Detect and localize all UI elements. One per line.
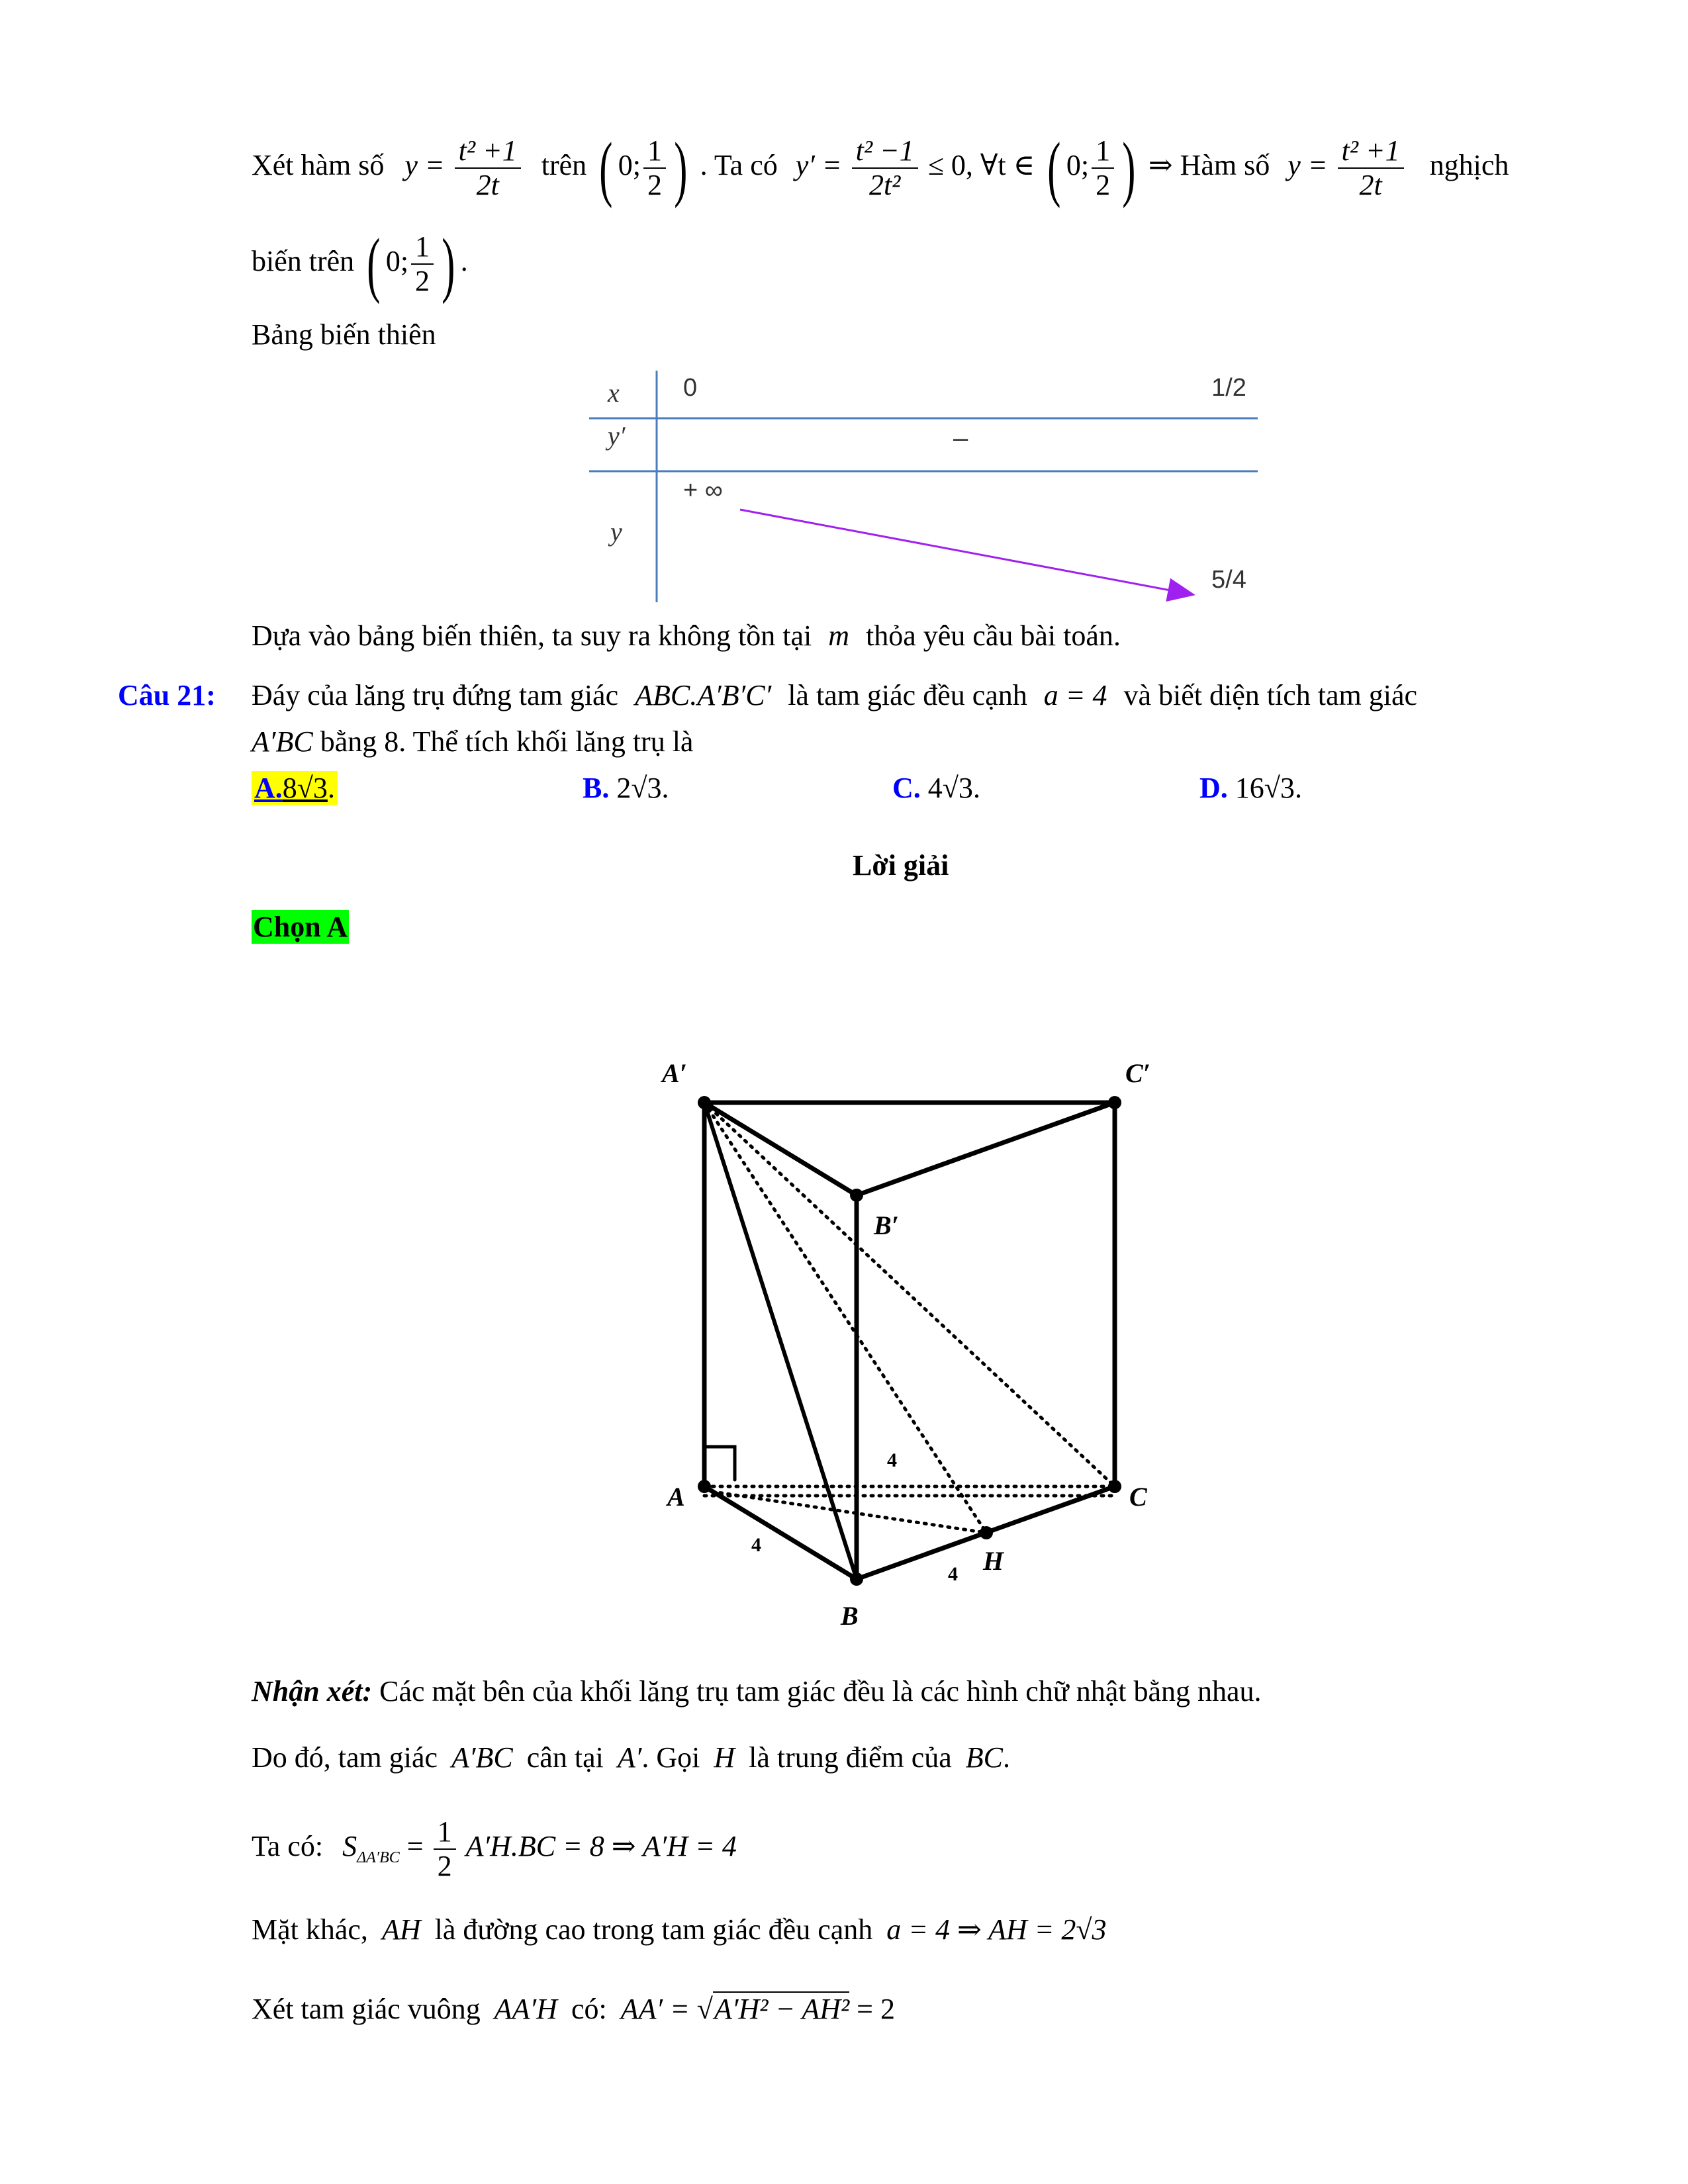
vertex-A [698,1480,711,1493]
label-A-prime: A′ [662,1058,687,1088]
table-y-label: y [610,517,622,547]
length-AB: 4 [751,1534,761,1556]
option-c-value: 4√3 [927,772,973,804]
area-symbol: S [342,1830,357,1862]
area-equation: A′H.BC = 8 ⇒ A′H = 4 [465,1830,737,1862]
taco-text: . Ta có [700,149,778,181]
length-AC: 4 [887,1449,897,1471]
triangle-name: A′BC [252,725,313,758]
vertex-C [1108,1480,1121,1493]
area-half-fraction: $\frac{1}{2}$ [434,1815,456,1883]
intro-text: Xét hàm số [252,149,385,181]
option-a[interactable]: A.8√3. [252,771,338,805]
prism-figure [635,1046,1178,1628]
option-c[interactable]: C. 4√3. [892,772,980,804]
on-text: trên [541,149,587,181]
altitude-line: Mặt khác, AH là đường cao trong tam giác đều cạnh a = 4 ⇒ AH = 2√3 [252,1913,1107,1946]
yprime-eq: y′ = [795,149,842,181]
option-d-label: D. [1199,772,1228,804]
label-H: H [983,1546,1004,1576]
question-line-2: A′BC bằng 8. Thể tích khối lăng trụ là [252,725,694,758]
y-eq: y = [404,149,445,181]
label-C: C [1129,1482,1147,1512]
conclusion-line: Dựa vào bảng biến thiên, ta suy ra không tồn tại m thỏa yêu cầu bài toán. [252,619,1121,652]
label-B-prime: B′ [874,1210,899,1240]
prism-name: ABC.A′B′C′ [635,679,772,711]
option-d-value: 16√3 [1235,772,1295,804]
table-y-start: + ∞ [683,477,723,504]
derivative-fraction: $\frac{\text{t² −1}}{\text{2t²}}$ [852,134,918,202]
half-fraction-3: $\frac{1}{2}$ [411,230,434,298]
edge-AB [704,1486,857,1579]
solution-title: Lời giải [853,849,949,882]
table-yprime-sign: – [953,424,968,453]
inequality: ≤ 0, ∀t ∈ [927,149,1035,181]
vertex-B [850,1572,863,1586]
option-a-value: 8√3 [282,772,328,804]
edge-BtopCtop [857,1103,1115,1195]
option-c-label: C. [892,772,921,804]
edge-AtopBtop [704,1103,857,1195]
vertex-Ctop [1108,1096,1121,1109]
table-x-end: 1/2 [1211,374,1246,402]
remark-label: Nhận xét: [252,1675,373,1707]
bien-tren-text: biến trên [252,245,355,277]
intro-line: Xét hàm số y = $\frac{\text{t² +1}}{2t}$ trên ( 0; $\frac{1}{2}$ ) . Ta có y′ = $\frac{\text{t² −1}}{\text{2t²}}$ ≤ 0, ∀t ∈ ( 0; $\frac{1}{2}$ ) ⇒ Hàm số y = $\frac{\text{t² +1}}{2t}$ nghịch [252,127,1509,208]
label-B: B [841,1601,859,1631]
vertex-H [980,1526,993,1539]
function-fraction: $\frac{\text{t² +1}}{2t}$ [455,134,521,202]
side-length: a = 4 [1043,679,1107,711]
implies-text: ⇒ Hàm số [1148,149,1270,181]
chosen-answer: Chọn A [253,911,348,943]
var-m: m [828,619,849,652]
option-b[interactable]: B. 2√3. [583,772,669,804]
question-label: Câu 21: [118,679,216,711]
nghich-text: nghịch [1429,149,1509,181]
option-d[interactable]: D. 16√3. [1199,772,1302,804]
isosceles-line: Do đó, tam giác A′BC cân tại A′. Gọi H là trung điểm của BC. [252,1741,1011,1774]
length-BH: 4 [948,1563,958,1585]
vertex-Btop [850,1189,863,1202]
question-line-1: Đáy của lăng trụ đứng tam giác ABC.A′B′C′ là tam giác đều cạnh a = 4 và biết diện tích tam giác [252,679,1418,711]
edge-AtopH [704,1103,986,1533]
function-fraction-2: $\frac{\text{t² +1}}{2t}$ [1338,134,1404,202]
half-fraction-1: $\frac{1}{2}$ [643,134,666,202]
vertex-Atop [698,1096,711,1109]
radicand: A′H² − AH² [714,1993,850,2025]
altitude-equation: a = 4 ⇒ AH = 2√3 [886,1913,1107,1946]
remark-line: Nhận xét: Các mặt bên của khối lăng trụ tam giác đều là các hình chữ nhật bằng nhau. [252,1675,1262,1707]
option-b-value: 2√3 [616,772,662,804]
interval-line: biến trên ( 0; $\frac{1}{2}$ ) . [252,223,468,304]
table-title: Bảng biến thiên [252,318,436,351]
label-C-prime: C′ [1125,1058,1150,1088]
table-yprime-label: y′ [608,421,626,451]
right-angle-marker [704,1447,735,1480]
option-b-label: B. [583,772,610,804]
area-line: Ta có: $S_{\Delta A'BC}$ = $\frac{1}{2}$ A′H.BC = 8 ⇒ A′H = 4 [252,1815,737,1882]
option-a-label: A. [254,772,283,804]
half-fraction-2: $\frac{1}{2}$ [1092,134,1114,202]
table-y-end: 5/4 [1211,566,1246,594]
table-x-start: 0 [683,374,698,402]
decreasing-arrow [740,510,1192,594]
table-x-label: x [608,378,620,408]
label-A: A [667,1482,685,1512]
right-triangle-line: Xét tam giác vuông AA′H có: AA′ = √A′H² − AH² = 2 [252,1993,895,2025]
